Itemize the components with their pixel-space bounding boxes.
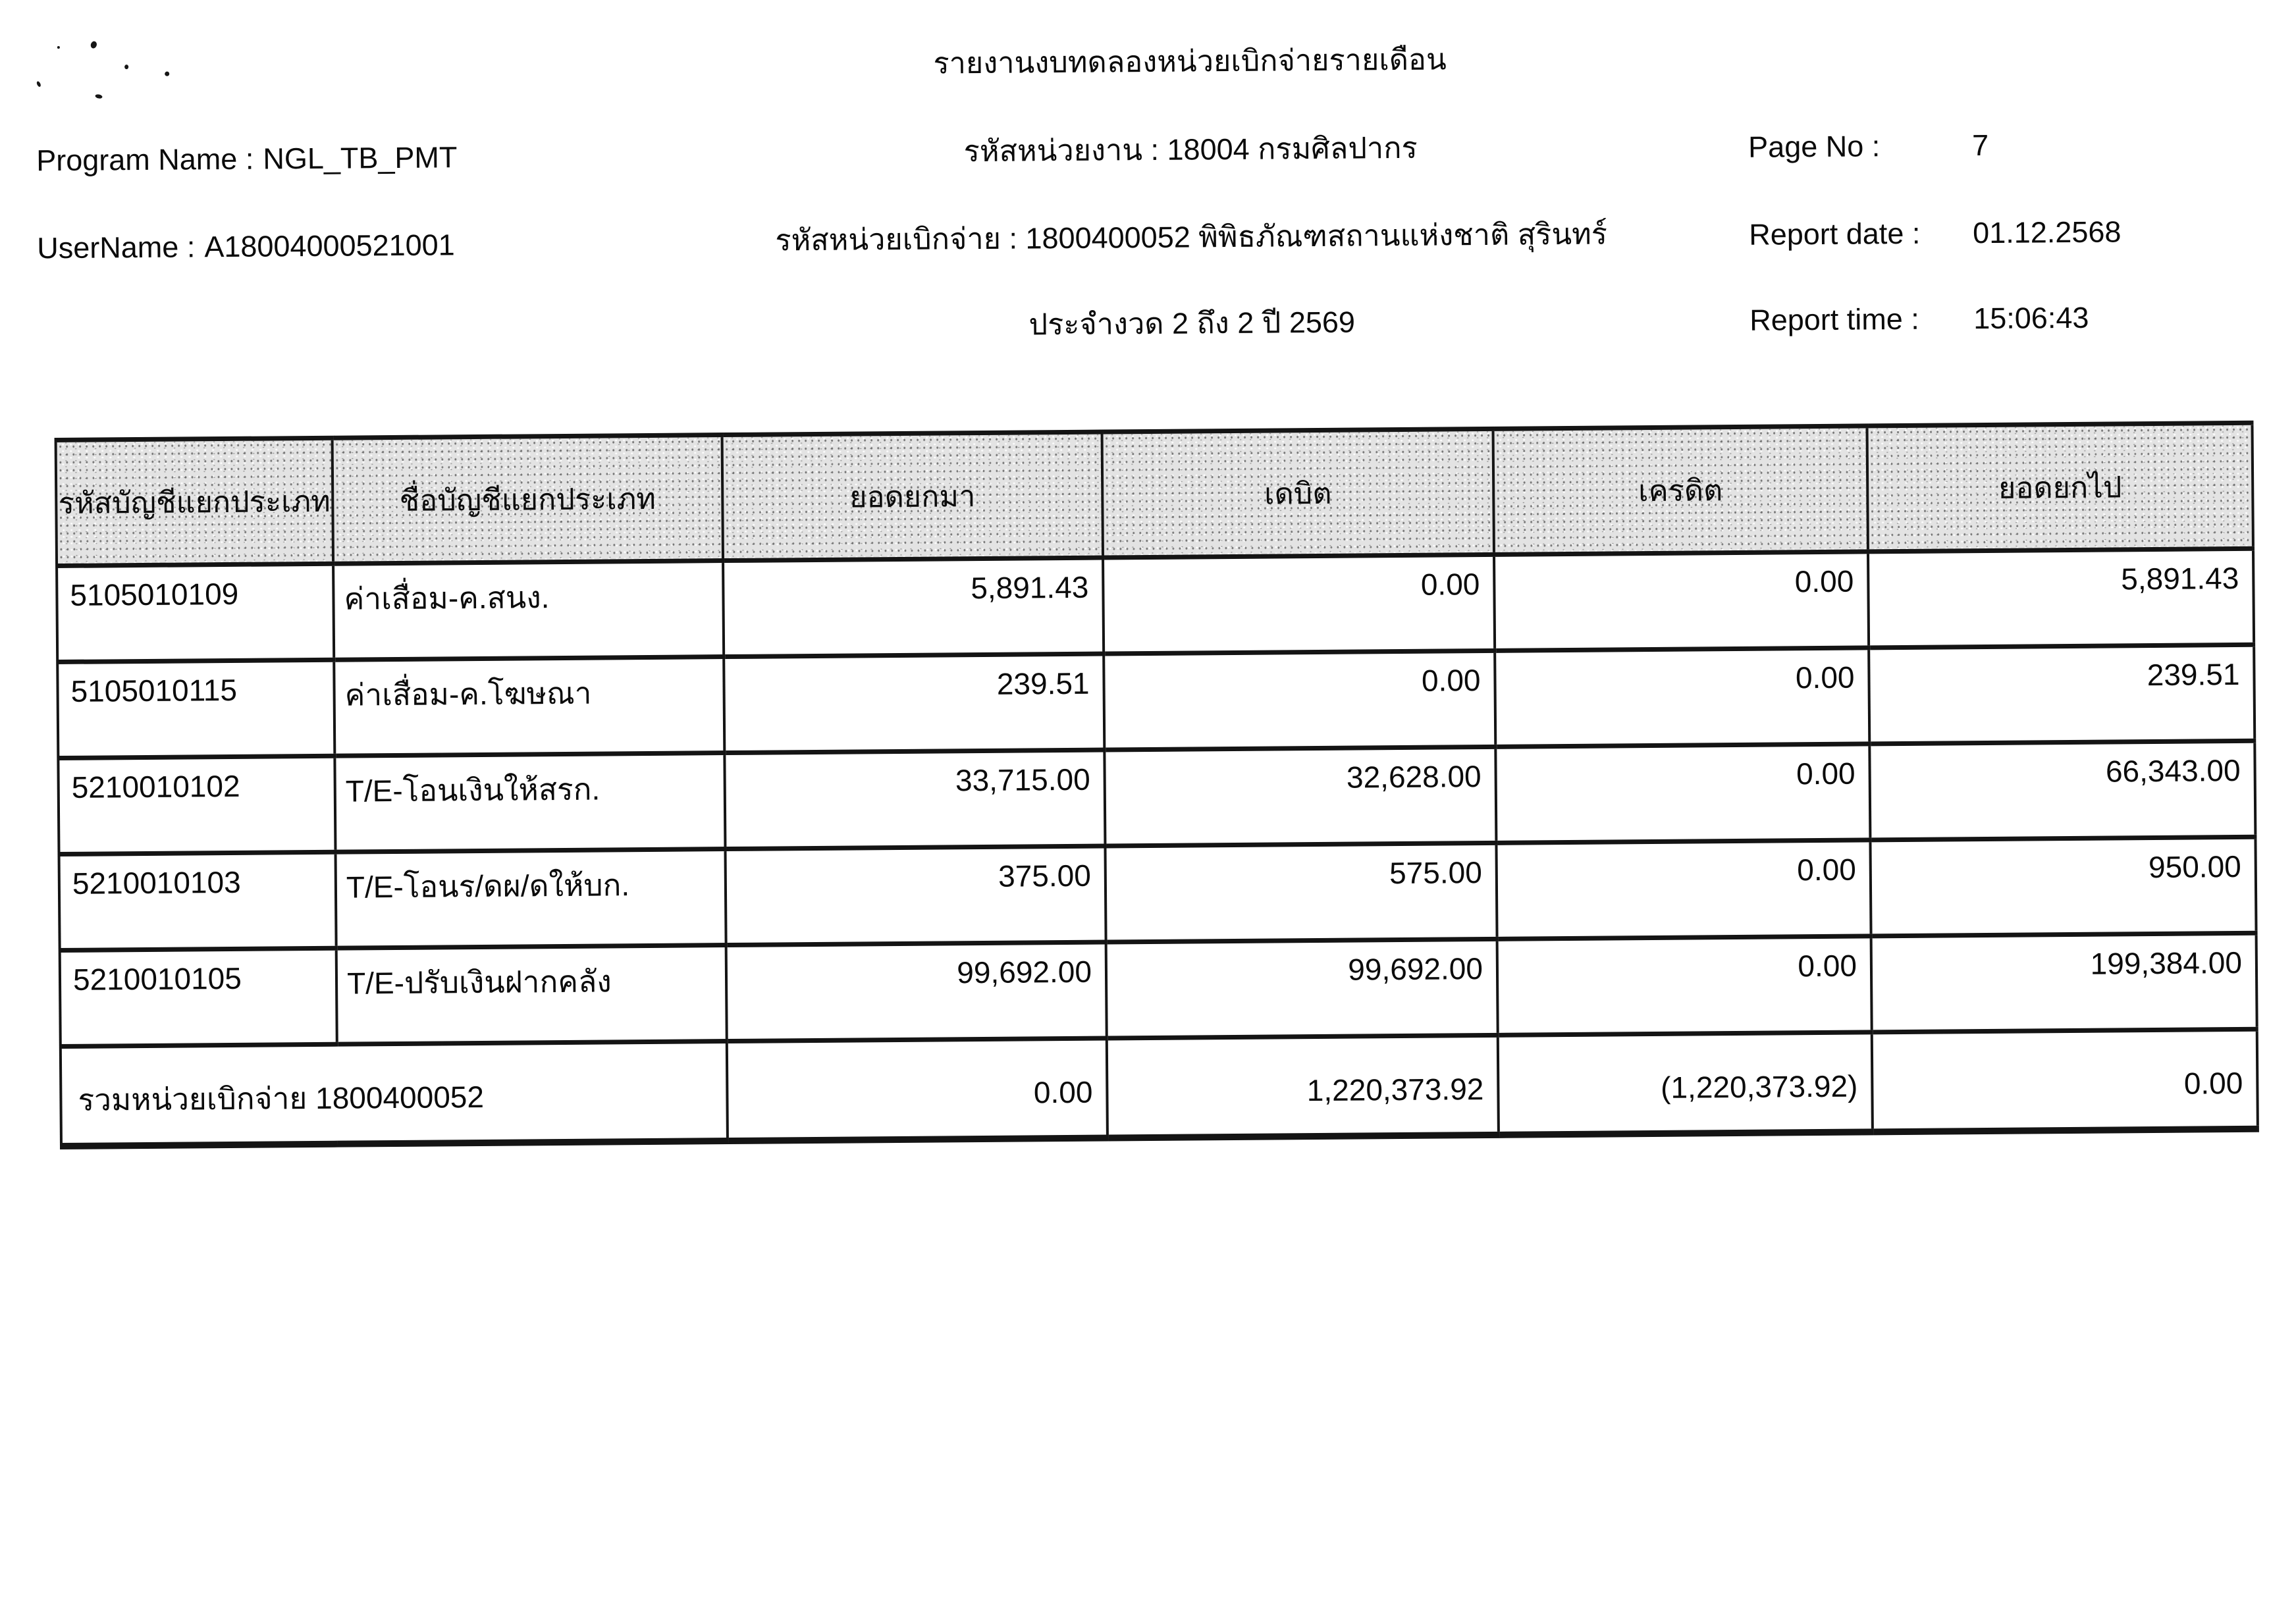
scan-noise-dot bbox=[36, 81, 41, 88]
username-line bbox=[37, 226, 455, 267]
disbursement-unit-line: รหัสหน่วยเบิกจ่าย : 1800400052 พิพิธภัณฑสถานแห่งชาติ สุรินทร์ bbox=[775, 217, 1608, 257]
report-time-label: Report time : bbox=[1749, 302, 1920, 337]
page-no-value: 7 bbox=[1971, 128, 1989, 163]
account-name-cell: T/E-ปรับเงินฝากคลัง bbox=[336, 945, 727, 1045]
account-code-cell: 5210010105 bbox=[60, 948, 337, 1046]
report-time-value: 15:06:43 bbox=[1973, 300, 2089, 336]
table-row bbox=[60, 933, 2257, 1046]
brought-forward-cell: 5,891.43 bbox=[723, 558, 1104, 657]
total-credit-cell: (1,220,373.92) bbox=[1498, 1032, 1873, 1135]
account-code-cell: 5210010103 bbox=[59, 852, 336, 950]
brought-forward-cell: 99,692.00 bbox=[726, 942, 1107, 1041]
column-header-account-code: รหัสบัญชีแยกประเภท bbox=[56, 438, 333, 566]
program-name-line bbox=[36, 139, 458, 179]
carried-forward-cell: 950.00 bbox=[1870, 837, 2256, 936]
brought-forward-cell: 375.00 bbox=[725, 846, 1106, 945]
total-debit-cell: 1,220,373.92 bbox=[1107, 1035, 1499, 1138]
credit-cell: 0.00 bbox=[1495, 648, 1869, 747]
debit-cell: 0.00 bbox=[1103, 554, 1495, 654]
total-carried-forward-cell: 0.00 bbox=[1872, 1029, 2258, 1132]
report-date-label: Report date : bbox=[1748, 216, 1921, 251]
page-no-label: Page No : bbox=[1748, 129, 1881, 164]
table-row bbox=[57, 645, 2255, 758]
report-date-value: 01.12.2568 bbox=[1972, 215, 2122, 250]
account-code-cell: 5105010109 bbox=[57, 564, 334, 662]
debit-cell: 575.00 bbox=[1105, 843, 1497, 942]
trial-balance-table bbox=[55, 421, 2259, 1149]
carried-forward-cell: 5,891.43 bbox=[1868, 548, 2254, 648]
table-row bbox=[59, 837, 2256, 950]
scan-noise-dot bbox=[57, 46, 60, 49]
program-name-label: Program Name : bbox=[36, 142, 254, 178]
account-code-cell: 5105010115 bbox=[57, 660, 334, 758]
scan-noise-dot bbox=[90, 40, 97, 49]
carried-forward-cell: 199,384.00 bbox=[1871, 933, 2257, 1032]
scan-noise-dot bbox=[124, 65, 128, 69]
column-header-brought-forward: ยอดยกมา bbox=[722, 432, 1103, 561]
total-brought-forward-cell: 0.00 bbox=[727, 1038, 1108, 1141]
username-value: A18004000521001 bbox=[204, 228, 455, 264]
period-line: ประจำงวด 2 ถึง 2 ปี 2569 bbox=[1028, 305, 1356, 342]
credit-cell: 0.00 bbox=[1495, 744, 1870, 843]
debit-cell: 32,628.00 bbox=[1104, 747, 1496, 846]
carried-forward-cell: 239.51 bbox=[1869, 645, 2255, 744]
table-header-row bbox=[56, 423, 2253, 566]
username-label: UserName : bbox=[37, 230, 196, 265]
brought-forward-cell: 239.51 bbox=[724, 654, 1104, 753]
column-header-credit: เครดิต bbox=[1493, 426, 1868, 554]
carried-forward-cell: 66,343.00 bbox=[1869, 741, 2255, 840]
debit-cell: 0.00 bbox=[1104, 650, 1495, 750]
table-row bbox=[57, 548, 2254, 662]
page-title: รายงานงบทดลองหน่วยเบิกจ่ายรายเดือน bbox=[933, 42, 1447, 80]
account-name-cell: ค่าเสื่อม-ค.สนง. bbox=[333, 561, 724, 660]
scan-noise-dot bbox=[95, 93, 103, 99]
brought-forward-cell: 33,715.00 bbox=[724, 750, 1105, 849]
column-header-account-name: ชื่อบัญชีแยกประเภท bbox=[333, 435, 723, 564]
total-row bbox=[61, 1029, 2258, 1146]
program-name-value: NGL_TB_PMT bbox=[263, 140, 458, 176]
account-name-cell: T/E-โอนร/ดผ/ดให้บก. bbox=[335, 849, 726, 949]
credit-cell: 0.00 bbox=[1497, 936, 1872, 1035]
credit-cell: 0.00 bbox=[1494, 552, 1869, 650]
column-header-debit: เดบิต bbox=[1102, 429, 1494, 558]
agency-code-line: รหัสหน่วยงาน : 18004 กรมศิลปากร bbox=[963, 130, 1418, 169]
account-name-cell: T/E-โอนเงินให้สรก. bbox=[334, 753, 725, 853]
account-code-cell: 5210010102 bbox=[58, 756, 335, 854]
column-header-carried-forward: ยอดยกไป bbox=[1867, 423, 2253, 552]
credit-cell: 0.00 bbox=[1496, 840, 1871, 939]
scan-noise-dot bbox=[165, 72, 169, 76]
total-label: รวมหน่วยเบิกจ่าย 1800400052 bbox=[61, 1041, 728, 1146]
table-row bbox=[58, 741, 2255, 854]
account-name-cell: ค่าเสื่อม-ค.โฆษณา bbox=[334, 657, 724, 756]
debit-cell: 99,692.00 bbox=[1106, 939, 1498, 1038]
